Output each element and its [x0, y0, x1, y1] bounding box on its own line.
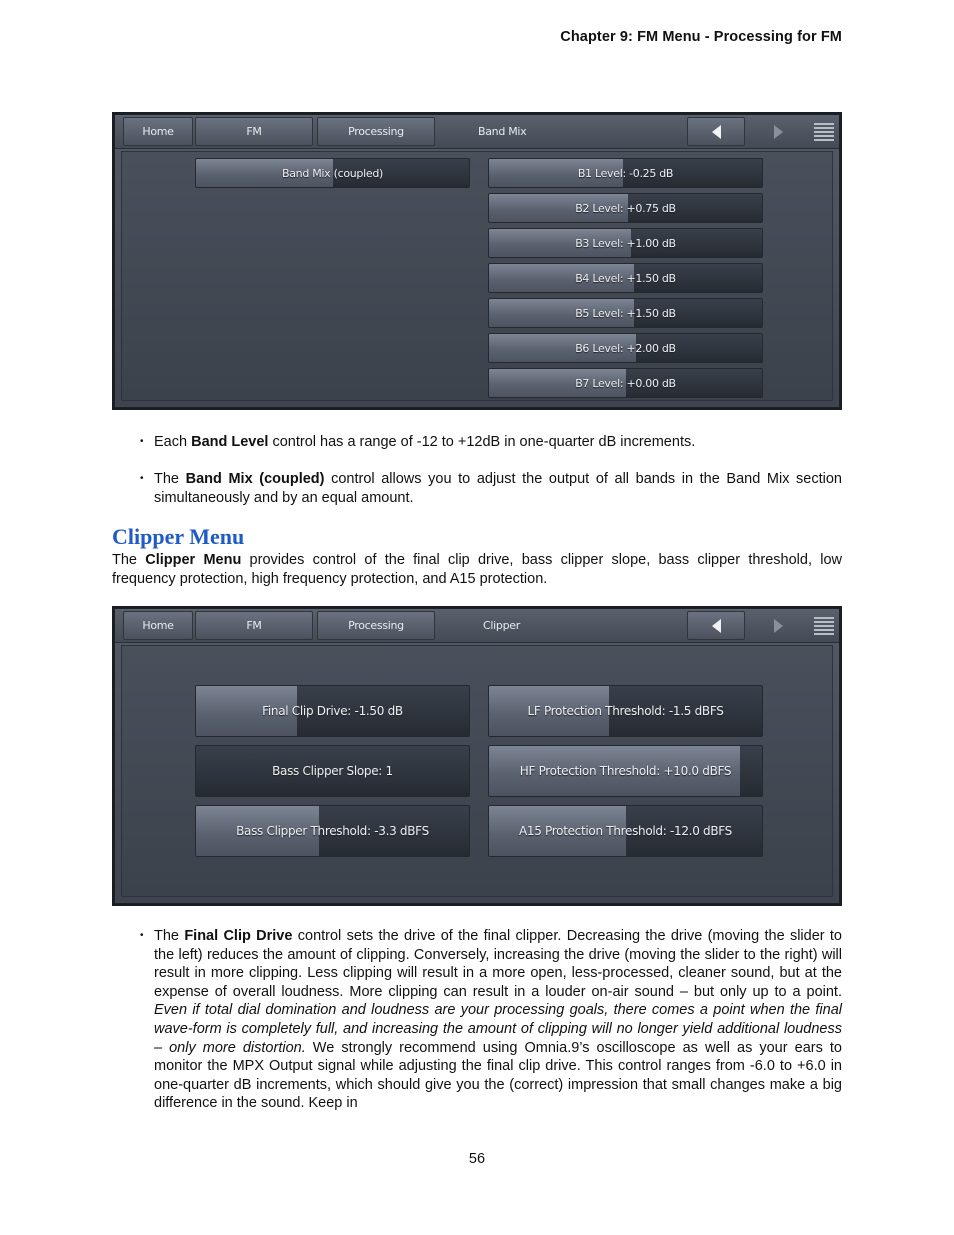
slider-label: B4 Level: +1.50 dB [575, 271, 676, 285]
nav-back-button[interactable] [687, 117, 745, 146]
menu-icon [814, 617, 834, 635]
band-level-slider[interactable] [488, 368, 763, 398]
bass-clipper-threshold-slider[interactable] [195, 805, 470, 857]
band-mix-coupled-slider[interactable] [195, 158, 470, 188]
band-level-slider[interactable] [488, 228, 763, 258]
chapter-header: Chapter 9: FM Menu - Processing for FM [560, 29, 842, 45]
clipper-screenshot [112, 606, 842, 906]
band-level-slider[interactable] [488, 158, 763, 188]
slider-label: B7 Level: +0.00 dB [575, 376, 676, 390]
text: The [154, 928, 185, 944]
text: control sets the drive of the final clipper. Decreasing the drive (moving the slider to the left) reduces the amount of clipping. Conversely, increasing the drive (moving the slider to the right) will result in more clipping. Less clipping will result in a more open, less-processed, cleaner sound, but at the expense of overall loudness. More clipping can result in a louder on-air sound – but only up to a point. [154, 928, 843, 1000]
nav-bar [115, 609, 839, 643]
clipper-content [121, 645, 833, 897]
nav-fm-button[interactable]: FM [195, 611, 313, 640]
lf-protection-slider[interactable] [488, 685, 763, 737]
nav-home-button[interactable]: Home [123, 611, 193, 640]
band-level-slider[interactable] [488, 263, 763, 293]
text: control allows you to adjust the output of all bands in the Band Mix section simultaneously and by an equal amount. [154, 471, 842, 506]
clipper-intro [112, 551, 842, 588]
bold-term: Clipper Menu [145, 552, 242, 568]
nav-fm-button[interactable]: FM [195, 117, 313, 146]
nav-home-button[interactable]: Home [123, 117, 193, 146]
bass-clipper-slope-slider[interactable] [195, 745, 470, 797]
band-level-slider[interactable] [488, 193, 763, 223]
bold-term: Band Level [191, 434, 269, 450]
menu-icon [814, 123, 834, 141]
bullet-dot-icon: • [140, 473, 144, 484]
text: The [112, 552, 146, 568]
bullet-dot-icon: • [140, 436, 144, 447]
text: We strongly recommend using Omnia.9’s oscilloscope as well as your ears to monitor the MPX Output signal while adjusting the final clip drive. This control ranges from -6.0 to +6.0 in one-quarter dB increments, which should give you the (correct) impression that small changes make a big difference in the sound. Keep in [154, 1039, 842, 1112]
band-mix-screenshot [112, 112, 842, 410]
nav-forward-button[interactable] [749, 117, 807, 146]
nav-current-label: Clipper [483, 619, 520, 632]
slider-label: HF Protection Threshold: +10.0 dBFS [519, 764, 732, 778]
band-mix-content [121, 151, 833, 401]
page-number: 56 [468, 1151, 486, 1167]
slider-label: B1 Level: -0.25 dB [577, 166, 674, 180]
slider-label: B6 Level: +2.00 dB [575, 341, 676, 355]
slider-label: Final Clip Drive: -1.50 dB [262, 704, 403, 718]
back-arrow-icon [712, 125, 721, 139]
slider-label: B2 Level: +0.75 dB [575, 201, 676, 215]
italic-text: Even if total dial domination and loudness are your processing goals, there comes a point when the final wave-form is completely full, and increasing the amount of clipping will no longer yield additional loudness – only more distortion. [154, 1002, 842, 1056]
text: provides control of the final clip drive, bass clipper slope, bass clipper threshold, low frequency protection, high frequency protection, and A15 protection. [112, 552, 843, 587]
nav-bar [115, 115, 839, 149]
slider-label: A15 Protection Threshold: -12.0 dBFS [518, 824, 733, 838]
slider-label: LF Protection Threshold: -1.5 dBFS [527, 704, 724, 718]
forward-arrow-icon [774, 125, 783, 139]
hf-protection-slider[interactable] [488, 745, 763, 797]
section-title: Clipper Menu [112, 524, 245, 549]
slider-label: Bass Clipper Slope: 1 [272, 764, 393, 778]
slider-label: Bass Clipper Threshold: -3.3 dBFS [236, 824, 429, 838]
text: Each [154, 434, 192, 450]
band-level-slider[interactable] [488, 333, 763, 363]
nav-menu-button[interactable] [810, 611, 838, 640]
text: control has a range of -12 to +12dB in one-quarter dB increments. [268, 434, 696, 450]
band-level-slider[interactable] [488, 298, 763, 328]
nav-menu-button[interactable] [810, 117, 838, 146]
nav-processing-button[interactable]: Processing [317, 117, 435, 146]
bullet-dot-icon: • [140, 930, 144, 941]
slider-label: B5 Level: +1.50 dB [575, 306, 676, 320]
forward-arrow-icon [774, 619, 783, 633]
bold-term: Band Mix (coupled) [185, 471, 325, 487]
nav-forward-button[interactable] [749, 611, 807, 640]
nav-processing-button[interactable]: Processing [317, 611, 435, 640]
final-clip-drive-slider[interactable] [195, 685, 470, 737]
nav-back-button[interactable] [687, 611, 745, 640]
text: The [154, 471, 186, 487]
bold-term: Final Clip Drive [184, 928, 293, 944]
back-arrow-icon [712, 619, 721, 633]
nav-current-label: Band Mix [478, 125, 527, 138]
slider-label: B3 Level: +1.00 dB [575, 236, 676, 250]
a15-protection-slider[interactable] [488, 805, 763, 857]
slider-label: Band Mix (coupled) [281, 166, 383, 180]
